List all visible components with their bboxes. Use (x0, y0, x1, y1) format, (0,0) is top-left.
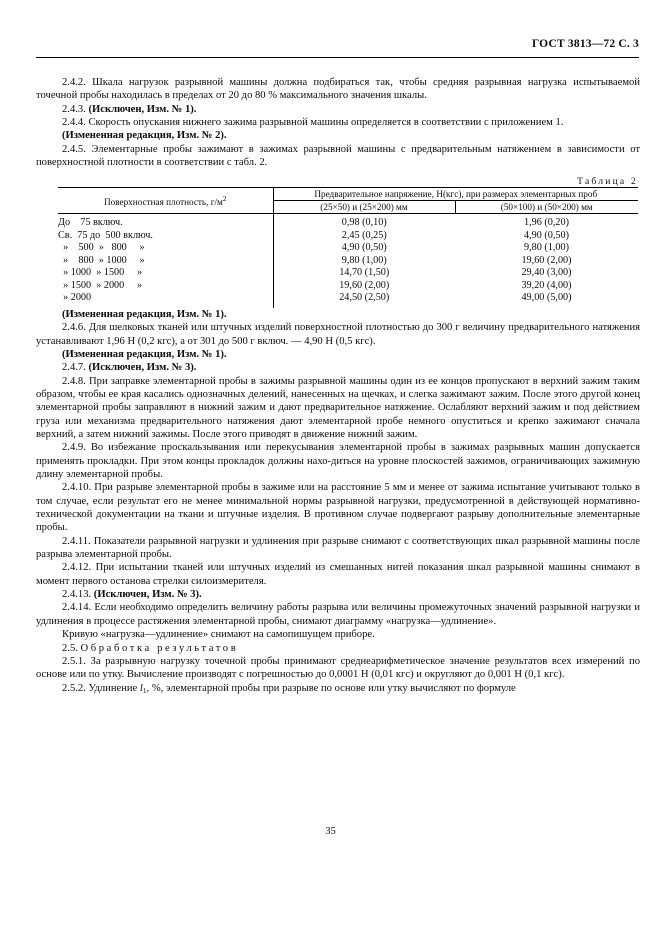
header-divider (36, 57, 639, 58)
row-value-size-1: 19,60 (2,00) (339, 279, 390, 291)
clause-2-4-13-note: (Исключен, Изм. № 3). (93, 589, 202, 601)
table-row (58, 267, 638, 280)
column-header-surface-density (58, 188, 273, 214)
row-value-size-2: 1,96 (0,20) (524, 217, 569, 229)
column-subheader-size-1: (25×50) и (25×200) мм (273, 201, 455, 214)
row-value-size-1: 14,70 (1,50) (339, 267, 390, 279)
row-value-size-1: 2,45 (0,25) (341, 229, 387, 241)
column-subheader-size-2: (50×100) и (50×200) мм (455, 201, 638, 214)
standard-designation: ГОСТ 3813—72 С. 3 (531, 38, 639, 50)
row-label: » 500 » 800 » (58, 242, 273, 255)
row-label: До 75 включ. (58, 214, 273, 230)
clause-2-4-14-continuation: Кривую «нагрузка—удлинение» снимают на самопишущем приборе. (62, 629, 375, 641)
row-label: » 1000 » 1500 » (58, 267, 273, 280)
section-heading-2-5-number: 2.5. (62, 642, 78, 654)
clause-2-4-9: 2.4.9. Во избежание проскальзывания или перекусывания элементарной пробы в зажимах разрывных машин допускается применять прокладки. При этом концы прокладок должны нахо-диться на уровне плоскостей зажимов, ограничивающих зажимную длину элементарной пробы. (36, 442, 640, 481)
row-value-size-1: 0,98 (0,10) (341, 217, 387, 229)
table-row (58, 255, 638, 268)
table-row (58, 242, 638, 255)
row-label: Св. 75 до 500 включ. (58, 230, 273, 243)
table-row (58, 292, 638, 308)
table-header-row-1 (58, 188, 638, 201)
row-label: » 2000 (58, 292, 273, 308)
clause-2-4-6: 2.4.6. Для шелковых тканей или штучных изделий поверхностной плотностью до 300 г величину предварительного натяжения устанавливают 1,96 Н (0,2 кгс), а от 301 до 500 г включ. — 4,90 Н (0,5 кгс). (36, 322, 640, 347)
clause-2-5-2 (36, 682, 640, 697)
clause-2-4-7-note: (Исключен, Изм. № 3). (88, 362, 197, 374)
row-value-size-2: 19,60 (2,00) (521, 254, 572, 266)
row-value-size-1: 4,90 (0,50) (341, 242, 387, 254)
revision-note-izm-2: (Измененная редакция, Изм. № 2). (62, 130, 227, 142)
clause-2-4-4: 2.4.4. Скорость опускания нижнего зажима разрывной машины определяется в соответствии с приложением 1. (62, 117, 564, 129)
table-row (58, 214, 638, 230)
row-value-size-1: 24,50 (2,50) (339, 292, 390, 304)
clause-2-4-11: 2.4.11. Показатели разрывной нагрузки и удлинения при разрыве снимают с соответствующих шкал разрывной машины после разрыва элементарной пробы. (36, 535, 640, 561)
row-value-size-2: 39,20 (4,00) (521, 279, 572, 291)
clause-2-4-13 (36, 588, 640, 601)
table-row (58, 280, 638, 293)
table-caption: Таблица 2 (577, 176, 638, 188)
page-number: 35 (325, 826, 336, 837)
column-group-header-pretension: Предварительное напряжение, Н(кгс), при размерах элементарных проб (273, 188, 638, 201)
revision-note-izm-1-a: (Измененная редакция, Изм. № 1). (62, 308, 227, 320)
section-heading-2-5 (36, 642, 640, 655)
table-row (58, 230, 638, 243)
clause-2-4-7 (36, 361, 640, 374)
table-2 (58, 187, 638, 308)
document-body (36, 76, 640, 697)
row-value-size-2: 9,80 (1,00) (524, 242, 569, 254)
row-value-size-1: 9,80 (1,00) (341, 254, 387, 266)
clause-2-4-3-number: 2.4.3. (62, 103, 86, 115)
clause-2-4-8: 2.4.8. При заправке элементарной пробы в зажимы разрывной машины один из ее концов пропускают в верхний зажим таким образом, чтобы ее края касались однозначных делений, нанесенных на щечках, и слегка зажимают зажим. После этого другой конец элементарной пробы заправляют в нижний зажим и дают предварительное натяжение. Ослабляют верхний зажим и под действием груза или механизма предварительного натяжения дают элементарной пробе немного опуститься и крепко зажимают сначала верхний, а затем нижний зажимы. После этого приводят в движение нижний зажим. (36, 375, 640, 440)
row-label: » 800 » 1000 » (58, 255, 273, 268)
revision-note-izm-1-b: (Измененная редакция, Изм. № 1). (62, 348, 227, 360)
row-value-size-2: 49,00 (5,00) (521, 292, 572, 304)
variable-elongation-subscript: 1 (142, 685, 147, 695)
clause-2-4-7-number: 2.4.7. (62, 362, 86, 374)
table-2-block (36, 176, 640, 308)
clause-2-4-3 (36, 103, 640, 116)
column-header-surface-density-exponent: 2 (222, 194, 227, 204)
clause-2-5-2-lead: 2.5.2. Удлинение (62, 682, 140, 694)
section-heading-2-5-title: Обработка результатов (80, 642, 239, 654)
variable-elongation: l (139, 682, 143, 694)
clause-2-5-1: 2.5.1. За разрывную нагрузку точечной пробы принимают среднеарифметическое значение результатов всех измерений по основе или по утку. Вычисление производят с погрешностью до 0,0001 Н (0,01 кгс) и округляют до 0,001 Н (0,1 кгс). (36, 655, 640, 681)
row-value-size-2: 29,40 (3,00) (521, 267, 572, 279)
clause-2-5-2-tail: , %, элементарной пробы при разрыве по основе или утку вычисляют по формуле (146, 682, 516, 694)
clause-2-4-5: 2.4.5. Элементарные пробы зажимают в зажимах разрывной машины с предварительным натяжением в зависимости от поверхностной плотности в соответствии с табл. 2. (36, 143, 640, 169)
row-value-size-2: 4,90 (0,50) (524, 229, 569, 241)
row-label: » 1500 » 2000 » (58, 280, 273, 293)
page-footer (0, 826, 661, 837)
clause-2-4-13-number: 2.4.13. (62, 589, 92, 601)
column-header-surface-density-text: Поверхностная плотность, г/м (103, 197, 223, 208)
clause-2-4-2: 2.4.2. Шкала нагрузок разрывной машины должна подбираться так, чтобы средняя разрывная нагрузка испытываемой точечной пробы находилась в пределах от 20 до 80 % максимального значения шкалы. (36, 77, 640, 102)
clause-2-4-3-note: (Исключен, Изм. № 1). (88, 103, 197, 115)
clause-2-4-14: 2.4.14. Если необходимо определить величину работы разрыва или величины промежуточных значений разрывной нагрузки и удлинения в процессе растяжения элементарной пробы, снимают диаграмму «нагрузка—удлинение». (36, 602, 640, 627)
page-header (36, 38, 639, 50)
clause-2-4-10: 2.4.10. При разрыве элементарной пробы в зажиме или на расстояние 5 мм и менее от зажима испытание учитывают только в том случае, если результат его не менее минимальной нормы разрывной нагрузки, предусмотренной в действующей нормативно-технической документации на ткани и штучные изделия. В противном случае подвергают разрыву дополнительные элементарные пробы. (36, 482, 640, 534)
clause-2-4-12: 2.4.12. При испытании тканей или штучных изделий из смешанных нитей показания шкал разрывной машины снимают в момент первого останова стрелки силоизмерителя. (36, 562, 640, 587)
